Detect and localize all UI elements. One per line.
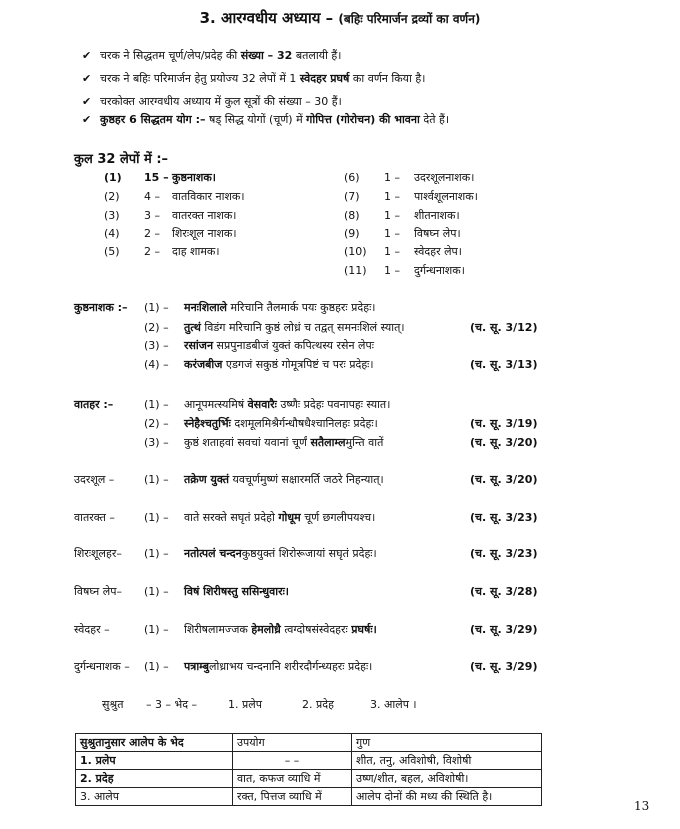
- list-item: (10) 1 – स्वेदहर लेप।: [344, 245, 462, 258]
- vatarakta-label: वातरक्त –: [74, 511, 115, 524]
- vatarakta-item: (1) – वाते सरक्ते सघृतं प्रदेहो गोधूम चूर्ण छगलीपयश्च।: [144, 511, 376, 524]
- vatahara-label: वातहर :–: [74, 398, 114, 411]
- udarshool-label: उदरशूल –: [74, 473, 115, 486]
- list-item: (9) 1 – विषघ्न लेप।: [344, 227, 461, 240]
- list-item: (6) 1 – उदरशूलनाशक।: [344, 171, 475, 184]
- table-header: सुश्रुतानुसार आलेप के भेद: [76, 734, 233, 752]
- durgandha-item: (1) – पत्राम्बुलोध्राभय चन्दनानि शरीरदौर्गन्ध्यहरः प्रदेहः।: [144, 660, 373, 673]
- kushtha-item-3: (3) – रसांजन सप्रपुनाडबीजं युक्तं कपित्थस्य रसेन लेपः: [144, 339, 374, 352]
- check-icon: ✔: [82, 113, 92, 126]
- table-header: उपयोग: [233, 734, 352, 752]
- reference: (च. सू. 3/13): [470, 358, 538, 371]
- check-icon: ✔: [82, 95, 92, 108]
- udarshool-item: (1) – तक्रेण युक्तं यवचूर्णमुष्णं सक्षारमर्ति जठरे निहन्यात्।: [144, 473, 384, 486]
- list-item: (3) 3 – वातरक्त नाशक।: [104, 209, 237, 222]
- durgandha-label: दुर्गन्धनाशक –: [74, 660, 130, 673]
- reference: (च. सू. 3/29): [470, 623, 538, 636]
- bullet-4: ✔ कुष्ठहर 6 सिद्धतम योग :– षड् सिद्ध योगों (चूर्ण) में गोपित्त (गोरोचन) की भावना देते हैं।: [82, 113, 449, 126]
- list-item: (2) 4 – वातविकार नाशक।: [104, 190, 245, 203]
- list-item: (8) 1 – शीतनाशक।: [344, 209, 460, 222]
- title-main: 3. आरग्वधीय अध्याय –: [199, 9, 334, 27]
- reference: (च. सू. 3/23): [470, 511, 538, 524]
- list-item: (1) 15 – कुष्ठनाशक।: [104, 171, 216, 184]
- page-title: [0, 8, 680, 28]
- bullet-1: ✔ चरक ने सिद्धतम चूर्ण/लेप/प्रदेह की संख्या – 32 बतलायी हैं।: [82, 49, 342, 62]
- shirashool-label: शिरःशूलहर–: [74, 547, 122, 560]
- swedahara-item: (1) – शिरीषलामज्जक हेमलोध्रै त्वग्दोषसंस्वेदहरः प्रघर्षः।: [144, 623, 377, 636]
- alepa-table: [75, 733, 542, 806]
- sushruta-line: सुश्रुत – 3 – भेद – 1. प्रलेप 2. प्रदेह 3. आलेप ।: [102, 698, 417, 711]
- vishaghna-item: (1) – विषं शिरीषस्तु ससिन्धुवारः।: [144, 585, 289, 598]
- list-item: (5) 2 – दाह शामक।: [104, 245, 220, 258]
- reference: (च. सू. 3/19): [470, 417, 538, 430]
- vishaghna-label: विषघ्न लेप–: [74, 585, 122, 598]
- reference: (च. सू. 3/12): [470, 321, 538, 334]
- reference: (च. सू. 3/23): [470, 547, 538, 560]
- bullet-3: ✔ चरकोक्त आरग्वधीय अध्याय में कुल सूत्रों की संख्या – 30 हैं।: [82, 95, 342, 108]
- page-number: 13: [634, 799, 650, 813]
- section-heading: कुल 32 लेपों में :–: [74, 152, 169, 167]
- kushtha-item-1: (1) – मनःशिलाले मरिचानि तैलमार्क पयः कुष्ठहरः प्रदेहः।: [144, 301, 376, 314]
- kushtha-label: कुष्ठनाशक :–: [74, 301, 128, 314]
- vatahara-item-2: (2) – स्नेहैश्चतुर्भिः दशमूलमिश्रैर्गन्धौषधैश्चानिलहः प्रदेहः।: [144, 417, 378, 430]
- table-header-row: [76, 734, 542, 752]
- table-header: गुण: [352, 734, 542, 752]
- bullet-2: ✔ चरक ने बहिः परिमार्जन हेतु प्रयोज्य 32 लेपों में 1 स्वेदहर प्रघर्ष का वर्णन किया है।: [82, 72, 426, 85]
- check-icon: ✔: [82, 49, 92, 62]
- vatahara-item-3: (3) – कुष्ठं शताहवां सवचां यवानां चूर्णं सतैलाम्लमुन्ति वातें: [144, 436, 384, 449]
- reference: (च. सू. 3/29): [470, 660, 538, 673]
- table-row: 1. प्रलेप – – शीत, तनु, अविशोषी, विशोषी: [76, 752, 542, 770]
- vatahara-item-1: (1) – आनूपमत्स्यमिषं वेसवारैः उष्णैः प्रदेहः पवनापहः स्यात।: [144, 398, 391, 411]
- list-item: (7) 1 – पार्श्वशूलनाशक।: [344, 190, 478, 203]
- table-row: 2. प्रदेह वात, कफज व्याधि में उष्ण/शीत, बहल, अविशोषी।: [76, 770, 542, 788]
- reference: (च. सू. 3/20): [470, 436, 538, 449]
- shirashool-item: (1) – नतोत्पलं चन्दनकुष्ठयुक्तं शिरोरूजायां सघृतं प्रदेहः।: [144, 547, 377, 560]
- kushtha-item-4: (4) – करंजबीज एडगजं सकुष्ठं गोमूत्रपिष्टं च परः प्रदेहः।: [144, 358, 374, 371]
- reference: (च. सू. 3/28): [470, 585, 538, 598]
- title-subtitle: (बहिः परिमार्जन द्रव्यों का वर्णन): [338, 12, 481, 26]
- table-row: 3. आलेप रक्त, पित्तज व्याधि में आलेप दोनों की मध्य की स्थिति है।: [76, 788, 542, 806]
- swedahara-label: स्वेदहर –: [74, 623, 110, 636]
- list-item: (11) 1 – दुर्गन्धनाशक।: [344, 264, 465, 277]
- kushtha-item-2: (2) – तुत्थं विडंग मरिचानि कुष्ठं लोध्रं च तद्वत् समनःशिलं स्यात्।: [144, 321, 405, 334]
- check-icon: ✔: [82, 72, 92, 85]
- list-item: (4) 2 – शिरःशूल नाशक।: [104, 227, 237, 240]
- reference: (च. सू. 3/20): [470, 473, 538, 486]
